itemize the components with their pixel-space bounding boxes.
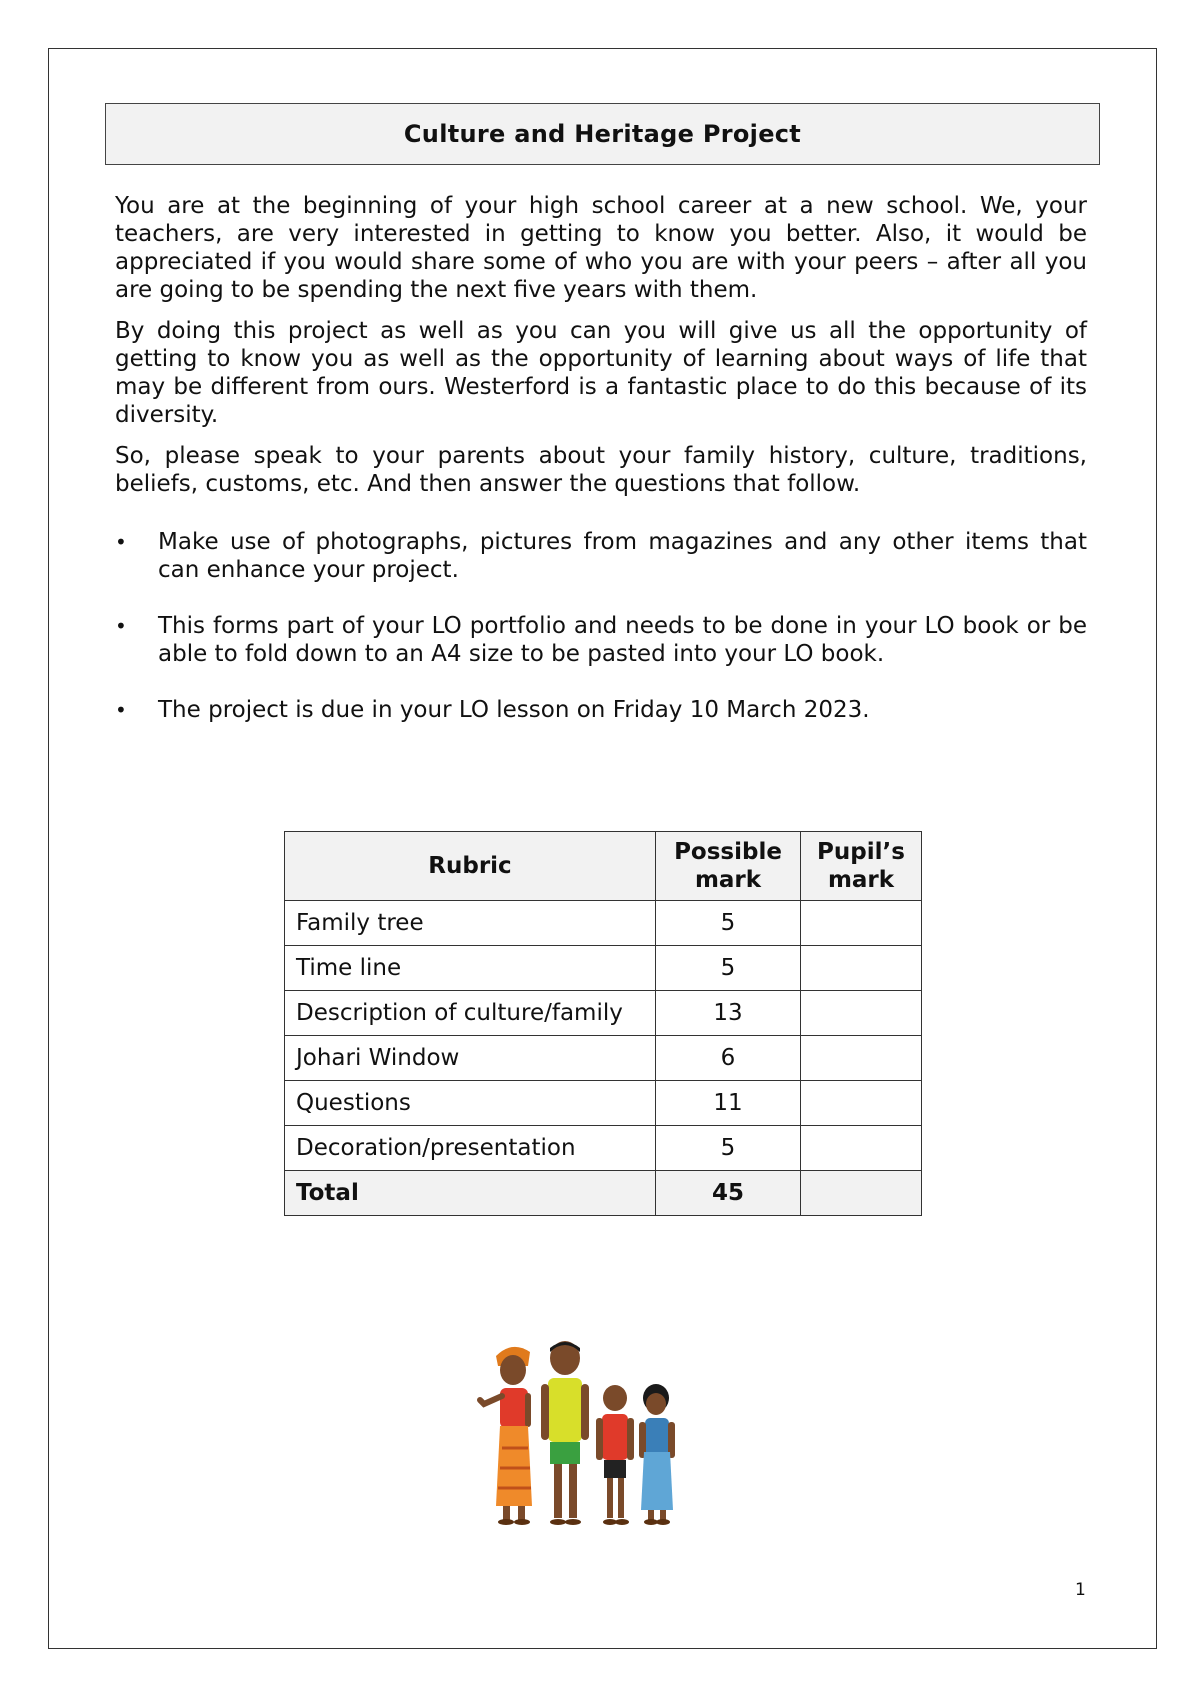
bullet-icon: • xyxy=(115,530,127,554)
bullet-text: Make use of photographs, pictures from magazines and any other items that can enhance your project. xyxy=(158,529,1087,583)
instruction-paragraph: So, please speak to your parents about your family history, culture, traditions, beliefs, customs, etc. And then answer the questions that follow. xyxy=(115,443,1087,497)
page-number: 1 xyxy=(1075,1580,1086,1600)
intro-paragraph: You are at the beginning of your high school career at a new school. We, your teachers, are very interested in getting to know you better. Also, it would be appreciated if you would share some of who you are with your peers – after all you are going to be spending the next five years with them. xyxy=(115,193,1087,303)
possible-mark: 13 xyxy=(656,991,801,1036)
total-label: Total xyxy=(285,1171,656,1216)
table-row xyxy=(285,946,922,991)
pupil-mark-cell[interactable] xyxy=(801,1036,922,1081)
pupil-mark-cell[interactable] xyxy=(801,991,922,1036)
rubric-item: Time line xyxy=(285,946,656,991)
boy-figure xyxy=(596,1385,634,1525)
body-content xyxy=(115,192,1087,752)
purpose-paragraph: By doing this project as well as you can you will give us all the opportunity of getting to know you as well as the opportunity of learning about ways of life that may be different from ours. Westerford is a fantastic place to do this because of its diversity. xyxy=(115,318,1087,428)
family-illustration-icon xyxy=(470,1338,700,1528)
rubric-item: Questions xyxy=(285,1081,656,1126)
header-possible-mark: Possible mark xyxy=(656,832,801,901)
header-pupil-mark: Pupil’s mark xyxy=(801,832,922,901)
girl-figure xyxy=(639,1384,675,1525)
rubric-item: Family tree xyxy=(285,901,656,946)
total-possible-mark: 45 xyxy=(656,1171,801,1216)
possible-mark: 5 xyxy=(656,946,801,991)
header-rubric: Rubric xyxy=(285,832,656,901)
table-row xyxy=(285,1081,922,1126)
rubric-table xyxy=(284,831,922,1216)
total-pupil-mark-cell[interactable] xyxy=(801,1171,922,1216)
list-item xyxy=(115,696,1087,724)
rubric-item: Description of culture/family xyxy=(285,991,656,1036)
possible-mark: 6 xyxy=(656,1036,801,1081)
bullet-icon: • xyxy=(115,614,127,638)
title-box xyxy=(105,103,1100,165)
pupil-mark-cell[interactable] xyxy=(801,1126,922,1171)
pupil-mark-cell[interactable] xyxy=(801,946,922,991)
page-title: Culture and Heritage Project xyxy=(403,120,802,148)
total-row xyxy=(285,1171,922,1216)
list-item xyxy=(115,528,1087,584)
table-row xyxy=(285,1036,922,1081)
table-row xyxy=(285,901,922,946)
list-item xyxy=(115,612,1087,668)
table-row xyxy=(285,1126,922,1171)
bullet-icon: • xyxy=(115,698,127,722)
bullet-text: This forms part of your LO portfolio and needs to be done in your LO book or be able to fold down to an A4 size to be pasted into your LO book. xyxy=(158,613,1087,667)
possible-mark: 5 xyxy=(656,901,801,946)
table-row xyxy=(285,991,922,1036)
pupil-mark-cell[interactable] xyxy=(801,1081,922,1126)
rubric-item: Decoration/presentation xyxy=(285,1126,656,1171)
rubric-item: Johari Window xyxy=(285,1036,656,1081)
possible-mark: 11 xyxy=(656,1081,801,1126)
man-figure xyxy=(541,1341,589,1525)
possible-mark: 5 xyxy=(656,1126,801,1171)
pupil-mark-cell[interactable] xyxy=(801,901,922,946)
table-header-row xyxy=(285,832,922,901)
woman-figure xyxy=(480,1347,532,1525)
bullet-list xyxy=(115,528,1087,724)
bullet-text: The project is due in your LO lesson on Friday 10 March 2023. xyxy=(158,697,870,723)
